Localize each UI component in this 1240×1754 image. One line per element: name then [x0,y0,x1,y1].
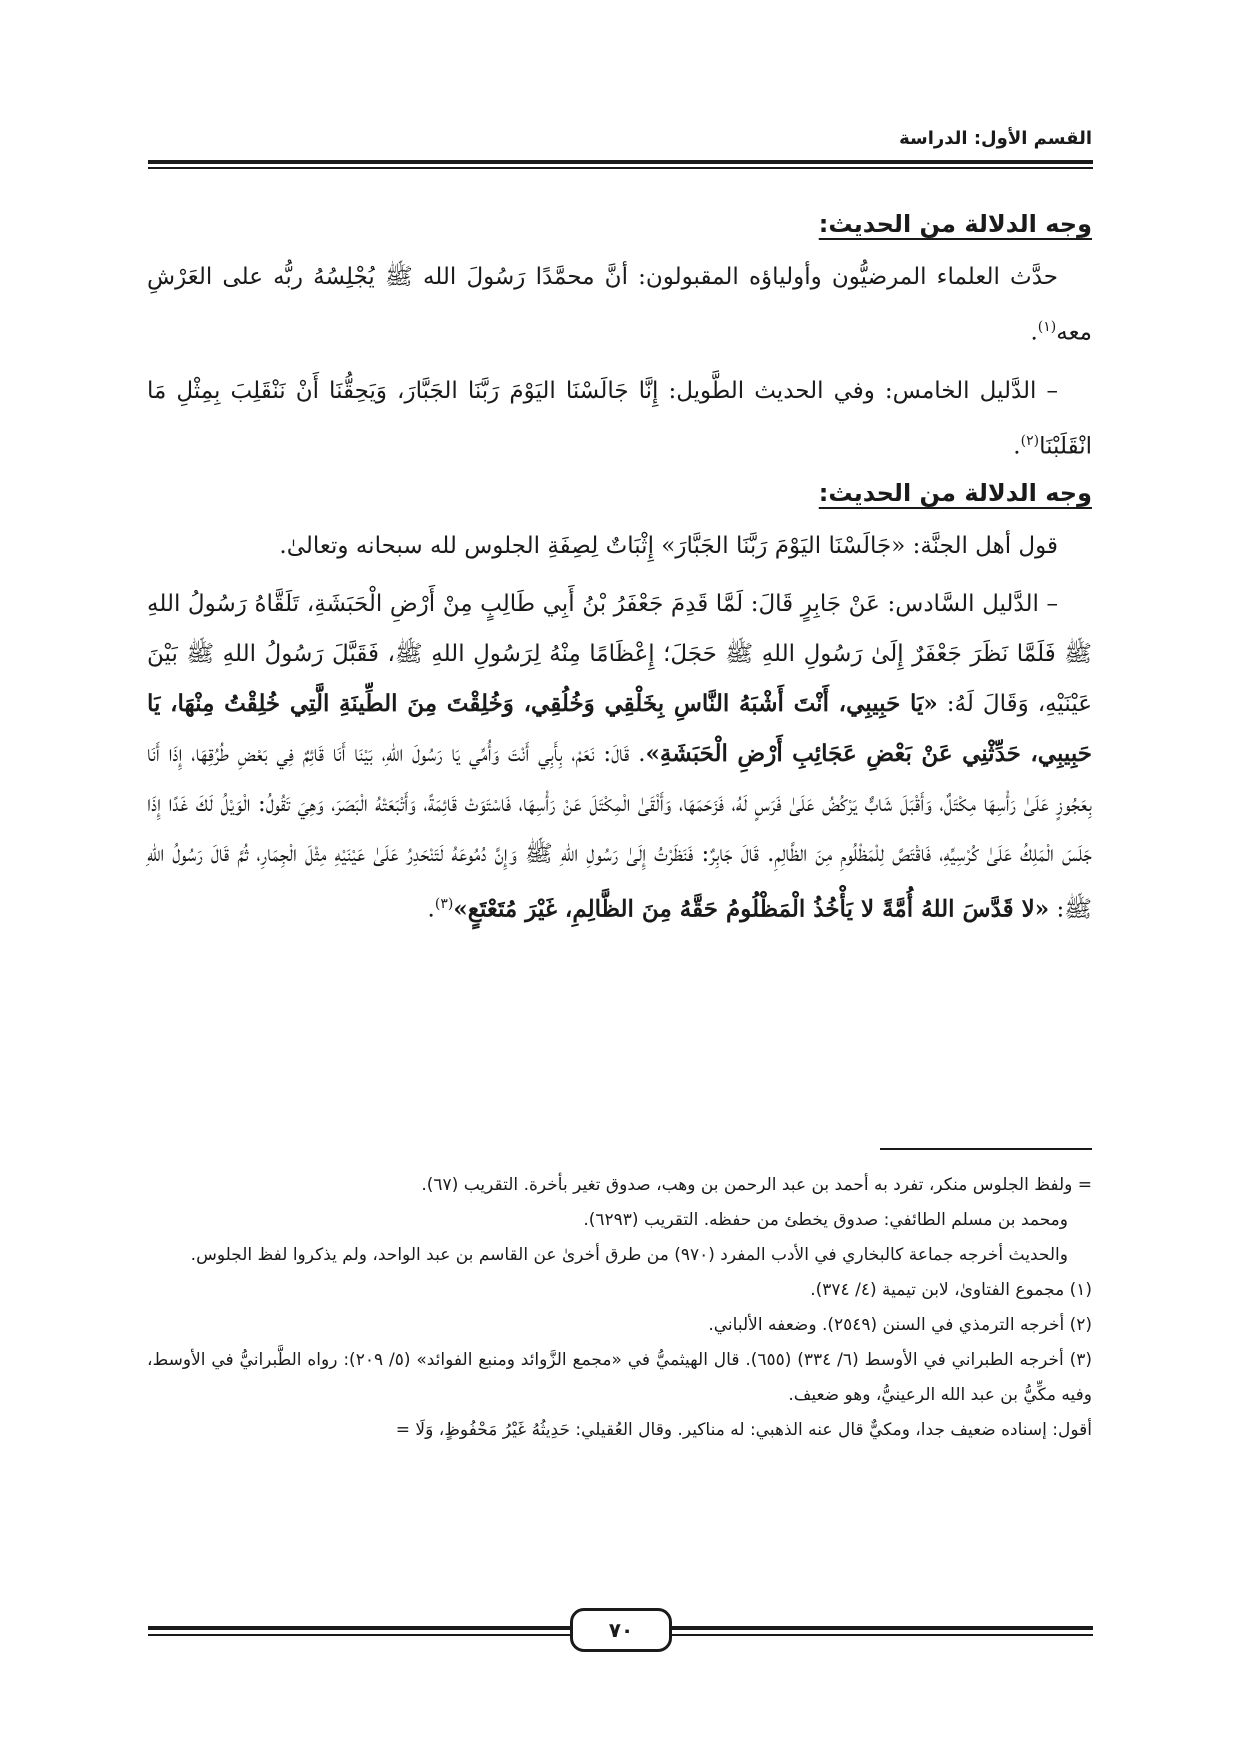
main-content [147,210,1092,943]
hadith-paragraph: – الدَّليل السَّادس: عَنْ جَابِرٍ قَالَ: لَمَّا قَدِمَ جَعْفَرُ بْنُ أَبِي طَالِبٍ مِنْ أَرْضِ الْحَبَشَةِ، تَلَقَّاهُ رَسُولُ اللهِ ﷺ فَلَمَّا نَظَرَ جَعْفَرٌ إِلَىٰ رَسُولِ اللهِ ﷺ حَجَلَ؛ إِعْظَامًا مِنْهُ لِرَسُولِ اللهِ ﷺ، فَقَبَّلَ رَسُولُ اللهِ ﷺ بَيْنَ عَيْنَيْهِ، وَقَالَ لَهُ: «يَا حَبِيبِي، أَنْتَ أَشْبَهُ النَّاسِ بِخَلْقِي وَخُلُقِي، وَخُلِقْتَ مِنَ الطِّينَةِ الَّتِي خُلِقْتُ مِنْهَا، يَا حَبِيبِي، حَدِّثْنِي عَنْ بَعْضِ عَجَائِبِ أَرْضِ الْحَبَشَةِ». قَالَ: نَعَمْ، بِأَبِي أَنْتَ وَأُمِّي يَا رَسُولَ اللهِ، بَيْنَا أَنَا قَائِمٌ فِي بَعْضِ طُرُقِهَا، إِذَا أَنَا بِعَجُوزٍ عَلَىٰ رَأْسِهَا مِكْتَلٌ، وَأَقْبَلَ شَابٌّ يَرْكُضُ عَلَىٰ فَرَسٍ لَهُ، فَزَحَمَهَا، وَأَلْقَىٰ الْمِكْتَلَ عَنْ رَأْسِهَا، فَاسْتَوَتْ قَائِمَةً، وَأَتْبَعَتْهُ الْبَصَرَ، وَهِيَ تَقُولُ: الْوَيْلُ لَكَ غَدًا إِذَا جَلَسَ الْمَلِكُ عَلَىٰ كُرْسِيِّهِ، فَاقْتَصَّ لِلْمَظْلُومِ مِنَ الظَّالِمِ. قَالَ جَابِرٌ: فَنَظَرْتُ إِلَىٰ رَسُولِ اللهِ ﷺ وَإِنَّ دُمُوعَهُ لَتَنْحَدِرُ عَلَىٰ عَيْنَيْهِ مِثْلَ الْجِمَارِ، ثُمَّ قَالَ رَسُولُ اللهِ ﷺ: «لا قَدَّسَ اللهُ أُمَّةً لا يَأْخُذُ الْمَظْلُومُ حَقَّهُ مِنَ الظَّالِمِ، غَيْرَ مُتَعْتَعٍ»$^{(٣)}$. [147,591,1092,923]
footnote: ومحمد بن مسلم الطائفي: صدوق يخطئ من حفظه. التقريب (٦٢٩٣). [583,1210,1068,1230]
footnote: (٣) أخرجه الطبراني في الأوسط (٦/ ٣٣٤) (٦٥٥). قال الهيثميُّ في «مجمع الزَّوائد ومنبع الفوائد» (٥/ ٢٠٩): رواه الطَّبرانيُّ في الأوسط، وفيه مكِّيُّ بن عبد الله الرعينيُّ، وهو ضعيف. [147,1350,1092,1405]
footnote: (١) مجموع الفتاوىٰ، لابن تيمية (٤/ ٣٧٤). [810,1280,1092,1300]
footnote: والحديث أخرجه جماعة كالبخاري في الأدب المفرد (٩٧٠) من طرق أخرىٰ عن القاسم بن عبد الواحد، ولم يذكروا لفظ الجلوس. [190,1245,1068,1265]
page-number: ٧٠ [570,1608,672,1652]
running-header-title: القسم الأول: الدراسة [899,128,1092,149]
footnote-ref[interactable]: (١) [1037,319,1057,335]
section-heading: وجه الدلالة من الحديث: [818,210,1092,238]
paragraph: حدَّث العلماء المرضيُّون وأولياؤه المقبولون: أنَّ محمَّدًا رَسُولَ الله ﷺ يُجْلِسُهُ ربُّه على العَرْشِ معه$^{(١)}$. [147,264,1092,346]
footnote-separator [880,1148,1092,1150]
paragraph: قول أهل الجنَّة: «جَالَسْنَا اليَوْمَ رَبَّنَا الجَبَّارَ» إِثْبَاتٌ لِصِفَةِ الجلوس لله سبحانه وتعالىٰ. [279,533,1058,560]
footnote: أقول: إسناده ضعيف جدا، ومكيٌّ قال عنه الذهبي: له مناكير. وقال العُقيلي: حَدِيثُهُ غَيْرُ مَحْفُوظٍ، وَلَا = [395,1420,1092,1440]
footnote-ref[interactable]: (٢) [1020,432,1040,449]
paragraph: – الدَّليل الخامس: وفي الحديث الطَّويل: إِنَّا جَالَسْنَا اليَوْمَ رَبَّنَا الجَبَّارَ، وَيَحِقُّنَا أَنْ نَنْقَلِبَ بِمِثْلِ مَا انْقَلَبْنَا$^{(٢)}$. [147,377,1092,460]
footnote: (٢) أخرجه الترمذي في السنن (٢٥٤٩). وضعفه الألباني. [708,1315,1092,1335]
footnote: = ولفظ الجلوس منكر، تفرد به أحمد بن عبد الرحمن بن وهب، صدوق تغير بأخرة. التقريب (٦٧). [421,1175,1092,1195]
footnote-ref[interactable]: (٣) [434,896,454,913]
section-heading: وجه الدلالة من الحديث: [818,479,1092,508]
footnotes [147,1168,1092,1448]
header-divider [148,160,1093,169]
